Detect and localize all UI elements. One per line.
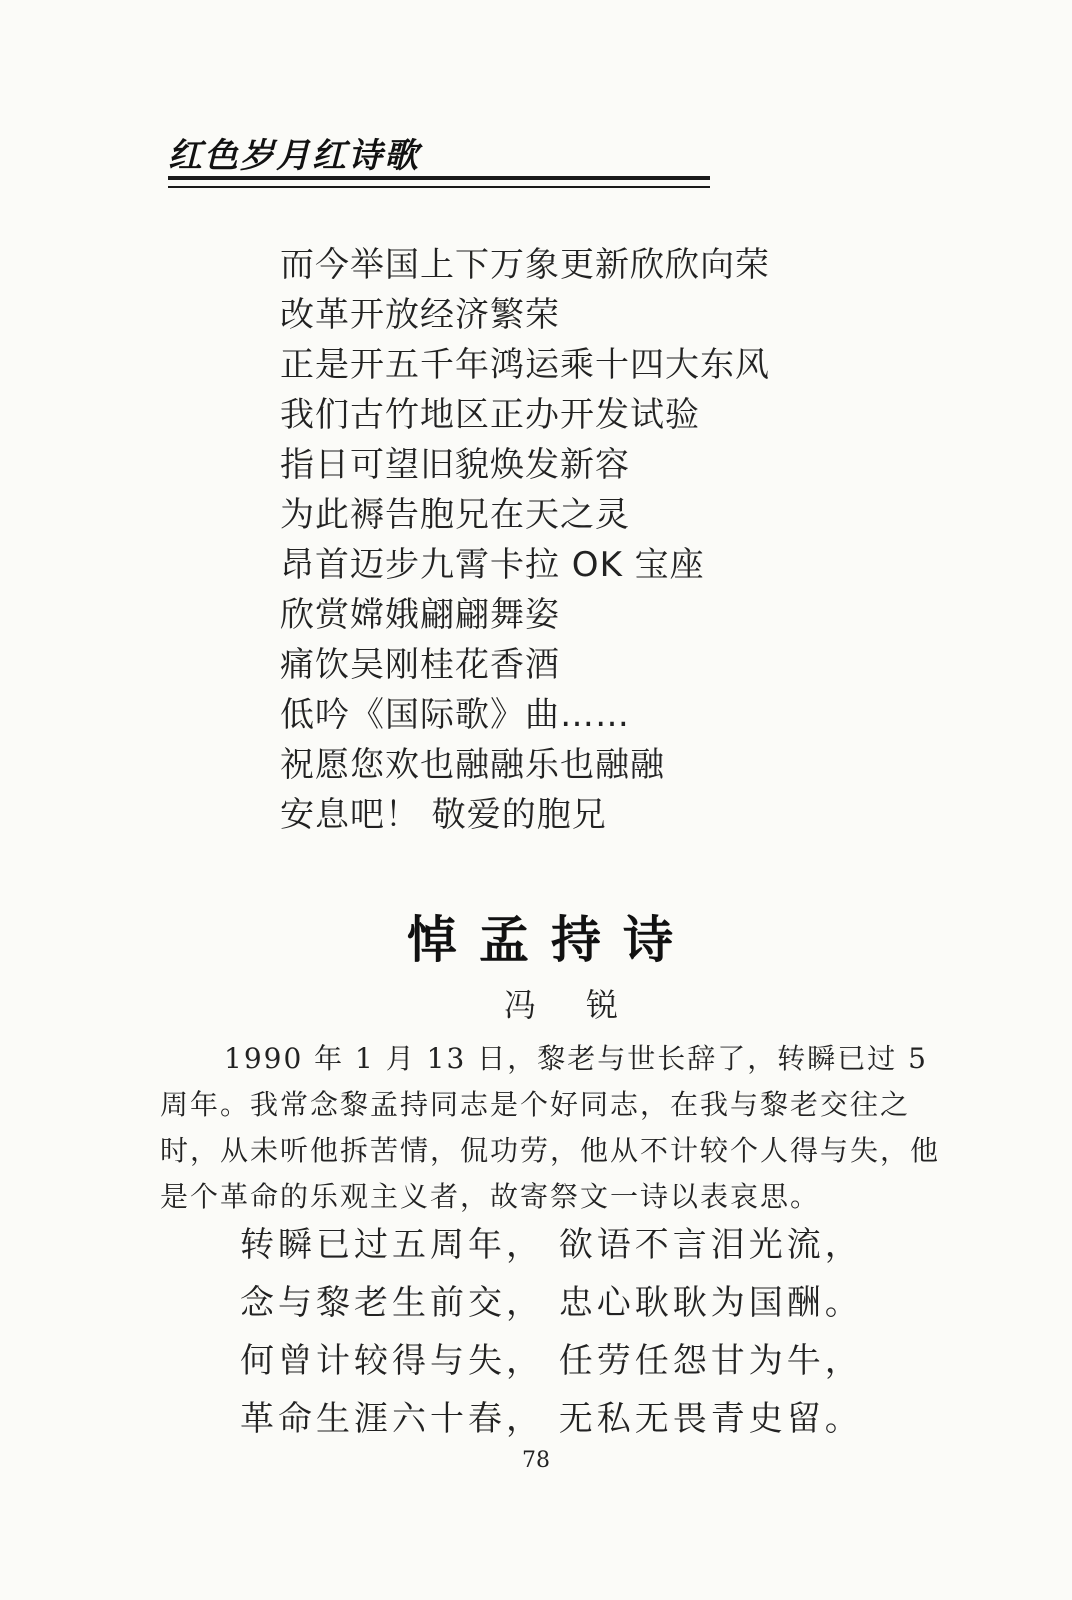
page-number: 78 [522,1448,550,1473]
poem-line: 昂首迈步九霄卡拉 OK 宝座 [280,545,705,585]
poem-line: 何曾计较得与失， 任劳任怨甘为牛， [240,1341,863,1381]
poem-line: 低吟《国际歌》曲…… [280,695,630,735]
poem-line: 欣赏嫦娥翩翩舞姿 [280,595,560,635]
header-rule-thick [168,176,710,180]
poem-line: 指日可望旧貌焕发新容 [280,445,630,485]
running-title: 红色岁月红诗歌 [168,136,420,176]
poem-line: 而今举国上下万象更新欣欣向荣 [280,245,770,285]
article-title: 悼孟持诗 [407,910,695,969]
poem-line: 改革开放经济繁荣 [280,295,560,335]
poem-line: 为此褥告胞兄在天之灵 [280,495,630,535]
poem-line: 正是开五千年鸿运乘十四大东风 [280,345,770,385]
memorial-poem [240,1216,863,1448]
poem-line: 我们古竹地区正办开发试验 [280,395,700,435]
article-preface: 1990 年 1 月 13 日，黎老与世长辞了，转瞬已过 5 周年。我常念黎孟持同志是个好同志，在我与黎老交往之时，从未听他拆苦情，侃功劳，他从不计较个人得与失，他是个革命的乐观主义者，故寄祭文一诗以表哀思。 [160,1042,941,1213]
article-author: 冯锐 [503,986,668,1024]
poem-line: 祝愿您欢也融融乐也融融 [280,745,665,785]
poem-line: 革命生涯六十春， 无私无畏青史留。 [240,1399,863,1439]
poem-continuation [280,240,770,840]
poem-line: 转瞬已过五周年， 欲语不言泪光流， [240,1225,863,1265]
header-rule-thin [168,186,710,188]
poem-line: 痛饮吴刚桂花香酒 [280,645,560,685]
poem-line: 念与黎老生前交， 忠心耿耿为国酬。 [240,1283,863,1323]
poem-line: 安息吧！ 敬爱的胞兄 [280,795,607,835]
